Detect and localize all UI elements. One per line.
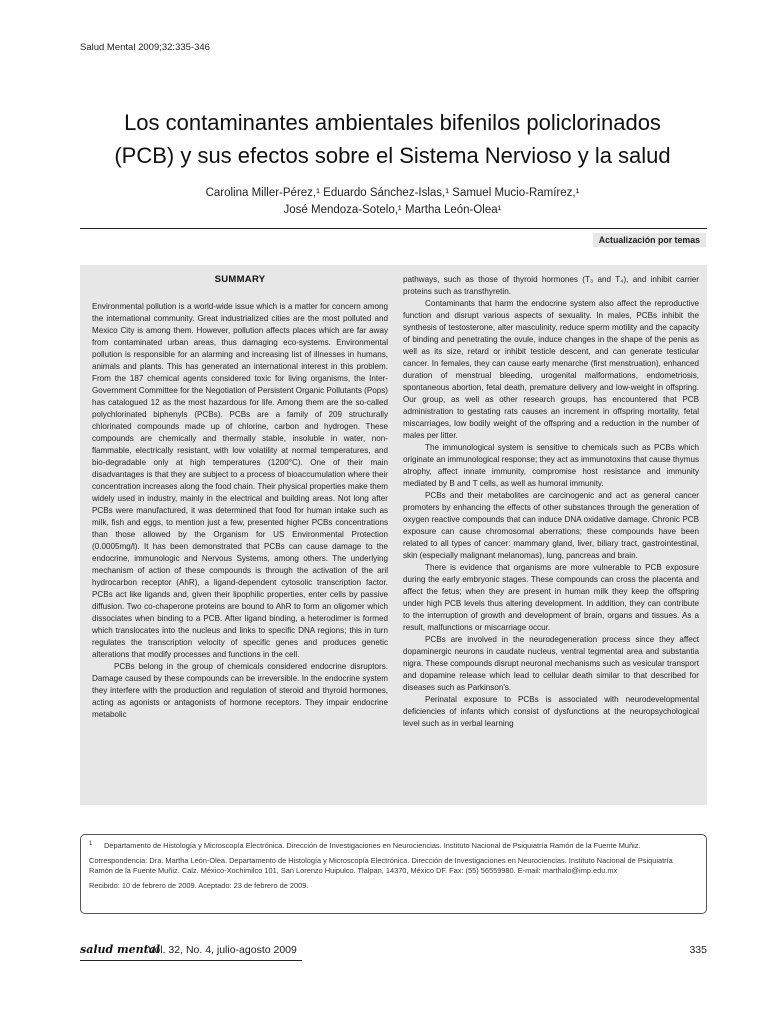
summary-paragraph: PCBs belong in the group of chemicals considered endocrine disruptors. Damage caused by these compounds can be irreversible. In the endocrine system they interfere with the production and regulation of steroid and thyroid hormones, acting as agonists or antagonists of hormone receptors. They impair endocrine metabolic bbox=[92, 662, 388, 719]
correspondence-note: Correspondencia: Dra. Martha León-Olea. Departamento de Histología y Microscopía Electrónica. Dirección de Investigaciones en Neurociencias. Instituto Nacional de Psiquiatría Ramón de la Fuente Muñiz. Calz. México-Xochimilco 101, San Lorenzo Huipulco. Tlalpan, 14370, México DF. Fax: (55) 56559980. E-mail: marthalo@imp.edu.mx bbox=[89, 855, 673, 875]
summary-paragraph: Perinatal exposure to PCBs is associated with neurodevelopmental deficiencies of infants which consist of dysfunctions at the neuropsychological level such as in verbal learning bbox=[403, 695, 699, 728]
summary-paragraph: Contaminants that harm the endocrine system also affect the reproductive function and disrupt various aspects of sexuality. In males, PCBs inhibit the synthesis of testosterone, alter masculinity, reduce sperm motility and the capacity of binding and penetrating the ovule, induce changes in the shape of the penis as well as its size, retard or inhibit testicle descent, and can generate testicular cancer. In females, they can cause early menarche (first menstruation), enhanced duration of menstrual bleeding, urogenital malformations, endometriosis, spontaneous abortion, fetal death, premature delivery and low-weight in offspring. Our group, as well as other research groups, has encountered that PCB administration to gestating rats causes an increment in offspring mortality, fetal miscarriages, low bodily weight of the offspring and a reduction in the number of males per litter. bbox=[403, 299, 699, 440]
summary-paragraph: There is evidence that organisms are more vulnerable to PCB exposure during the early embryonic stages. These compounds can cross the placenta and affect the fetus; when they are present in human milk they keep the offspring under high PCB levels thus altering development. In addition, they can contribute to the interruption of growth and development of brain, organs and tissues. As a result, malfunctions or miscarriage occur. bbox=[403, 563, 699, 632]
journal-logo: salud mental bbox=[80, 943, 161, 956]
affiliation-note bbox=[89, 841, 698, 852]
header-divider bbox=[80, 228, 707, 229]
summary-column-right bbox=[403, 274, 699, 730]
summary-paragraph: The immunological system is sensitive to chemicals such as PCBs which originate an immunological response; they act as immunotoxins that cause thymus atrophy, affect innate immunity, compromise host resistance and immunity mediated by B and T cells, as well as humoral immunity. bbox=[403, 443, 699, 488]
summary-column-left bbox=[92, 274, 388, 721]
journal-reference: Salud Mental 2009;32:335-346 bbox=[80, 42, 210, 53]
title-line-1: Los contaminantes ambientales bifenilos policlorinados bbox=[124, 110, 661, 135]
summary-paragraph: PCBs and their metabolites are carcinogenic and act as general cancer promoters by enhancing the effects of other substances through the generation of oxygen reactive compounds that can induce DNA oxidative damage. Chronic PCB exposure can cause chromosomal aberrations; these compounds have been related to all types of cancer: mammary gland, liver, biliary tract, gastrointestinal, skin (especially malignant melanomas), lung, pancreas and brain. bbox=[403, 491, 699, 560]
article-title bbox=[80, 106, 705, 172]
footer-divider bbox=[80, 960, 302, 961]
summary-paragraph: Environmental pollution is a world-wide issue which is a matter for concern among the international community. Great industrialized cities are the most polluted and Mexico City is among them. However, pollution affects places which are far away from contaminated urban areas, thus damaging eco-systems. Environmental pollution is responsible for an alarming and increasing list of illnesses in humans, animals and plants. This has generated an international interest in this problem. From the 187 chemical agents considered toxic for living organisms, the Inter-Government Committee for the Negotiation of Persistent Organic Pollutants (Pops) has catalogued 12 as the most hazardous for life. Among them are the so-called polychlorinated biphenyls (PCBs). PCBs are a family of 209 structurally chlorinated compounds made up of chlorine, carbon and hydrogen. These compounds are chemically and thermally stable, insoluble in water, non-flammable, electrically resistant, with low volatility at normal temperatures, and bio-degradable only at high temperatures (1200°C). One of their main disadvantages is that they are subject to a process of bioaccumulation where their concentration increases along the food chain. Their physical properties make them widely used in industry, mainly in the electrical and building areas. Not long after PCBs were manufactured, it was determined that food for human intake such as milk, fish and eggs, to mention just a few, presented higher PCBs concentrations than those allowed by the Organism for US Environmental Protection (0.0005mg/l). It has been demonstrated that PCBs can cause damage to the endocrine, immunologic and Nervous Systems, among others. The underlying mechanism of action of these compounds is through the activation of the aril hydrocarbon receptor (AhR), a ligand-dependent cytosolic transcription factor. PCBs act like ligands and, given their lipophilic properties, enter cells by passive diffusion. Two co-chaperone proteins are bound to AhR to form an oligomer which dissociates when binding to a PCB. After ligand binding, a heterodimer is formed which translocates into the nucleus and links to specific DNA regions; this in turn regulates the transcription velocity of specific genes and produces genetic alterations that modify processes and functions in the cell. bbox=[92, 302, 389, 659]
title-line-2: (PCB) y sus efectos sobre el Sistema Nervioso y la salud bbox=[114, 143, 671, 168]
section-tag: Actualización por temas bbox=[593, 233, 706, 247]
issue-citation: Vol. 32, No. 4, julio-agosto 2009 bbox=[148, 944, 297, 956]
affiliation-text: Departamento de Histología y Microscopía Electrónica. Dirección de Investigaciones en Neurociencias. Instituto Nacional de Psiquiatría Ramón de la Fuente Muñiz. bbox=[104, 841, 641, 850]
summary-paragraph: pathways, such as those of thyroid hormones (T₃ and T₄), and inhibit carrier proteins such as transthyretin. bbox=[403, 275, 699, 296]
summary-box bbox=[80, 265, 707, 805]
summary-paragraph: PCBs are involved in the neurodegeneration process since they affect dopaminergic neurons in caudate nucleus, ventral tegmental area and substantia nigra. These compounds disrupt neuronal mechanisms such as vesicular transport and dopamine release which lead to cellular death similar to that described for diseases such as Parkinson's. bbox=[403, 635, 699, 692]
authors-line-2: José Mendoza-Sotelo,¹ Martha León-Olea¹ bbox=[283, 204, 502, 216]
summary-heading: SUMMARY bbox=[214, 274, 266, 285]
affiliation-mark: 1 bbox=[89, 841, 93, 847]
footnote-box bbox=[80, 834, 707, 914]
author-list bbox=[80, 185, 705, 219]
received-accepted-dates: Recibido: 10 de febrero de 2009. Aceptado: 23 de febrero de 2009. bbox=[89, 880, 309, 890]
authors-line-1: Carolina Miller-Pérez,¹ Eduardo Sánchez-Islas,¹ Samuel Mucio-Ramírez,¹ bbox=[205, 187, 580, 199]
page-number: 335 bbox=[689, 944, 707, 956]
